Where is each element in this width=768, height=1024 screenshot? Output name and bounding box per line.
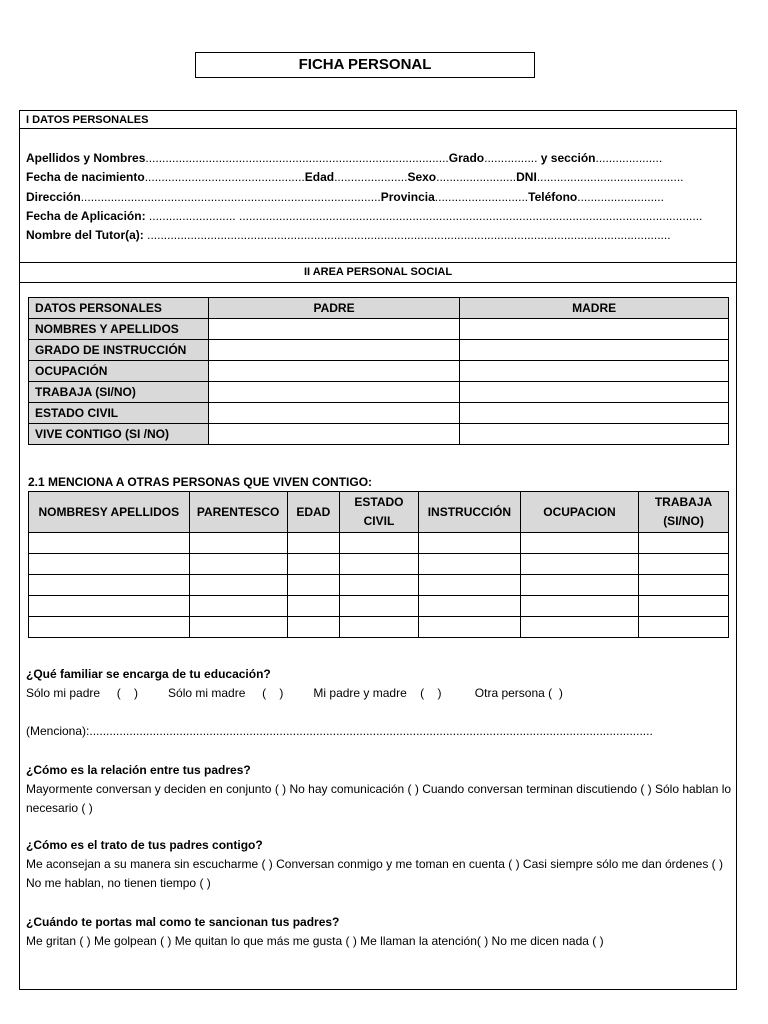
header-instruccion: INSTRUCCIÓN: [418, 492, 520, 533]
form-title: FICHA PERSONAL: [195, 52, 535, 78]
table-header-row: [29, 298, 729, 319]
madre-cell[interactable]: [460, 424, 729, 445]
label-sexo: Sexo: [407, 170, 437, 185]
label-nacimiento: Fecha de nacimiento: [26, 170, 145, 185]
question-text: ¿Cómo es el trato de tus padres contigo?: [26, 838, 263, 852]
row-label: NOMBRES Y APELLIDOS: [29, 319, 209, 340]
padre-cell[interactable]: [208, 424, 460, 445]
padre-cell[interactable]: [208, 361, 460, 382]
header-edad: EDAD: [287, 492, 340, 533]
label-grado: Grado: [448, 151, 485, 165]
line-nombres[interactable]: [26, 149, 702, 168]
row-label: TRABAJA (SI/NO): [29, 382, 209, 403]
fill-dots: ............................: [434, 189, 529, 204]
fill-dots: .......................... ...........................................................................................................................................: [145, 208, 703, 223]
fill-dots: ..........................: [577, 189, 664, 204]
parents-table: [28, 297, 729, 445]
others-table: [28, 491, 729, 638]
padre-cell[interactable]: [208, 403, 460, 424]
personal-data-lines: [26, 149, 702, 245]
padre-cell[interactable]: [208, 340, 460, 361]
question-options[interactable]: Sólo mi padre ( ) Sólo mi madre ( ) Mi padre y madre ( ) Otra persona ( ): [26, 686, 563, 700]
fill-dots: ........................: [436, 170, 517, 185]
label-provincia: Provincia: [380, 189, 435, 204]
question-trato: [26, 836, 732, 893]
header-nombres: NOMBRESY APELLIDOS: [29, 492, 190, 533]
header-estado-civil: ESTADO CIVIL: [340, 492, 419, 533]
table-row[interactable]: [29, 533, 729, 554]
menciona-line[interactable]: (Menciona):.........................................................................................................................................................................: [26, 724, 653, 738]
madre-cell[interactable]: [460, 340, 729, 361]
label-dni: DNI: [516, 170, 537, 185]
question-sancion: [26, 913, 732, 951]
fill-dots: ................: [484, 151, 538, 165]
madre-cell[interactable]: [460, 403, 729, 424]
fill-dots: ..........................................................................................: [80, 189, 381, 204]
header-madre: MADRE: [460, 298, 729, 319]
padre-cell[interactable]: [208, 382, 460, 403]
table-row: [29, 382, 729, 403]
table-row[interactable]: [29, 575, 729, 596]
form-frame: [19, 110, 737, 990]
question-options[interactable]: Me gritan ( ) Me golpean ( ) Me quitan lo que más me gusta ( ) Me llaman la atención( ) No me dicen nada ( ): [26, 934, 604, 948]
fill-dots: ............................................: [536, 170, 684, 185]
question-text: ¿Cómo es la relación entre tus padres?: [26, 763, 251, 777]
label-edad: Edad: [304, 170, 335, 185]
header-trabaja: TRABAJA (SI/NO): [639, 492, 729, 533]
table-row: [29, 340, 729, 361]
row-label: OCUPACIÓN: [29, 361, 209, 382]
table-row: [29, 319, 729, 340]
table-row: [29, 403, 729, 424]
row-label: ESTADO CIVIL: [29, 403, 209, 424]
madre-cell[interactable]: [460, 361, 729, 382]
row-label: GRADO DE INSTRUCCIÓN: [29, 340, 209, 361]
label-fecha-aplicacion: Fecha de Aplicación:: [26, 208, 146, 223]
fill-dots: ......................: [334, 170, 408, 185]
table-row[interactable]: [29, 554, 729, 575]
table-header-row: [29, 492, 729, 533]
question-options[interactable]: Mayormente conversan y deciden en conjunto ( ) No hay comunicación ( ) Cuando conversan terminan discutiendo ( ) Sólo hablan lo necesario ( ): [26, 782, 732, 815]
label-apellidos: Apellidos y Nombres: [26, 151, 146, 165]
line-nacimiento[interactable]: [26, 168, 702, 187]
question-text: ¿Qué familiar se encarga de tu educación?: [26, 667, 271, 681]
section-1-heading: I DATOS PERSONALES: [20, 111, 736, 129]
madre-cell[interactable]: [460, 382, 729, 403]
question-educacion: [26, 665, 732, 741]
line-direccion[interactable]: [26, 188, 702, 207]
header-datos-personales: DATOS PERSONALES: [29, 298, 209, 319]
label-tutor: Nombre del Tutor(a):: [26, 228, 144, 243]
table-row: [29, 361, 729, 382]
others-title: 2.1 MENCIONA A OTRAS PERSONAS QUE VIVEN CONTIGO:: [28, 475, 373, 489]
fill-dots: ...........................................................................................: [145, 151, 449, 165]
header-ocupacion: OCUPACION: [520, 492, 638, 533]
fill-dots: ....................: [595, 151, 663, 165]
question-options[interactable]: Me aconsejan a su manera sin escucharme ( ) Conversan conmigo y me toman en cuenta ( ) Casi siempre sólo me dan órdenes ( ) No me hablan, no tienen tiempo ( ): [26, 857, 723, 890]
fill-dots: ................................................: [144, 170, 305, 185]
row-label: VIVE CONTIGO (SI /NO): [29, 424, 209, 445]
table-row[interactable]: [29, 596, 729, 617]
label-direccion: Dirección: [26, 189, 81, 204]
table-row[interactable]: [29, 617, 729, 638]
fill-dots: .............................................................................................................................................................: [143, 228, 671, 243]
section-2-heading: II AREA PERSONAL SOCIAL: [20, 262, 736, 283]
header-parentesco: PARENTESCO: [189, 492, 287, 533]
line-tutor[interactable]: [26, 226, 702, 245]
question-text: ¿Cuándo te portas mal como te sancionan tus padres?: [26, 915, 340, 929]
padre-cell[interactable]: [208, 319, 460, 340]
label-seccion: y sección: [537, 151, 596, 165]
header-padre: PADRE: [208, 298, 460, 319]
madre-cell[interactable]: [460, 319, 729, 340]
line-aplicacion[interactable]: [26, 207, 702, 226]
question-relacion: [26, 761, 732, 818]
table-row: [29, 424, 729, 445]
label-telefono: Teléfono: [528, 189, 578, 204]
